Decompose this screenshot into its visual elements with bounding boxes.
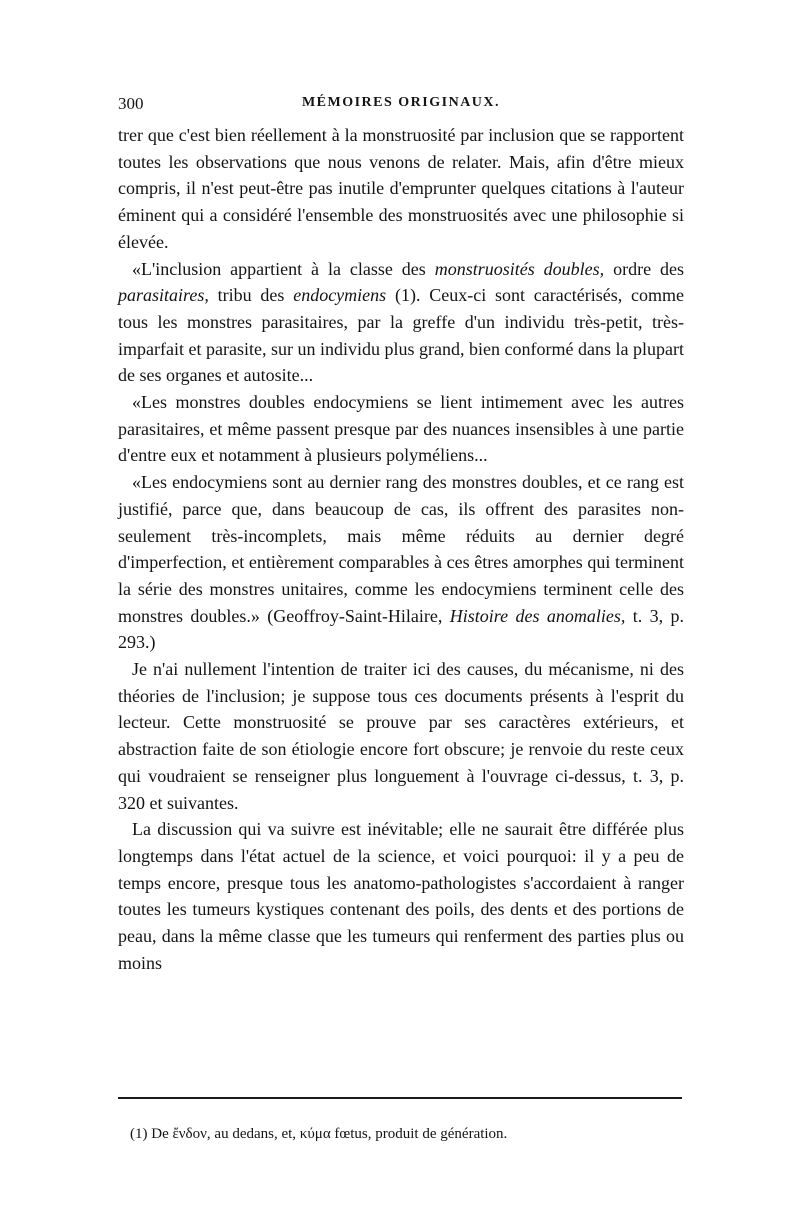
page-header <box>118 94 684 122</box>
text-run: «Les endocymiens sont au dernier rang des monstres doubles, et ce rang est justifié, parce que, dans beaucoup de cas, ils offrent des parasites non-seulement très-incomplets, mais même réduits au dernier degré d'imperfection, et entièrement comparables à ces êtres amorphes qui terminent la série des monstres unitaires, comme les endocymiens terminent celle des monstres doubles.» (Geoffroy-Saint-Hilaire, <box>118 472 684 626</box>
paragraph-1 <box>118 122 684 256</box>
text-run: Je n'ai nullement l'intention de traiter ici des causes, du mécanisme, ni des théories de l'inclusion; je suppose tous ces documents présents à l'esprit du lecteur. Cette monstruosité se prouve par ses caractères extérieurs, et abstraction faite de son étiologie encore fort obscure; je renvoie du reste ceux qui voudraient se renseigner plus longuement à l'ouvrage ci-dessus, t. 3, p. 320 et suivantes. <box>118 659 684 813</box>
footnote-rule <box>118 1097 682 1099</box>
italic-run: parasitaires, <box>118 285 209 306</box>
paragraph-5 <box>118 656 684 816</box>
book-page <box>118 94 684 977</box>
text-run: ordre des <box>604 258 684 279</box>
footnote: (1) De ἔνδον, au dedans, et, κύμα fœtus, produit de génération. <box>130 1126 508 1142</box>
text-run: (1). Ceux-ci sont caractérisés, comme tous les monstres parasitaires, par la greffe d'un individu très-petit, très-imparfait et parasite, sur un individu plus grand, bien conformé dans la plupart de ses organes et autosite... <box>118 285 684 386</box>
italic-run: Histoire des anomalies, <box>449 605 626 626</box>
text-run: La discussion qui va suivre est inévitable; elle ne saurait être différée plus longtemps dans l'état actuel de la science, et voici pourquoi: il y a peu de temps encore, presque tous les anatomo-pathologistes s'accordaient à ranger toutes les tumeurs kystiques contenant des poils, des dents et des portions de peau, dans la même classe que les tumeurs qui renferment des parties plus ou moins <box>118 819 684 973</box>
paragraph-4 <box>118 469 684 656</box>
paragraph-6 <box>118 816 684 976</box>
text-run: tribu des <box>208 285 294 306</box>
text-run: trer que c'est bien réellement à la monstruosité par inclusion que se rapportent toutes les observations que nous venons de relater. Mais, afin d'être mieux compris, il n'est peut-être pas inutile d'emprunter quelques citations à l'auteur éminent qui a considéré l'ensemble des monstruosités avec une philosophie si élevée. <box>118 125 684 252</box>
italic-run: endocymiens <box>293 285 387 306</box>
italic-run: monstruosités doubles, <box>434 258 605 279</box>
page-number: 300 <box>118 94 144 113</box>
text-run: t. 3, p. 293.) <box>118 605 684 653</box>
text-run: «L'inclusion appartient à la classe des <box>132 258 435 279</box>
running-title: MÉMOIRES ORIGINAUX. <box>301 95 501 110</box>
text-run: «Les monstres doubles endocymiens se lient intimement avec les autres parasitaires, et même passent presque par des nuances insensibles à une partie d'entre eux et notamment à plusieurs polyméliens... <box>118 392 684 466</box>
body-text <box>118 122 684 977</box>
paragraph-2 <box>118 256 684 390</box>
paragraph-3 <box>118 389 684 469</box>
